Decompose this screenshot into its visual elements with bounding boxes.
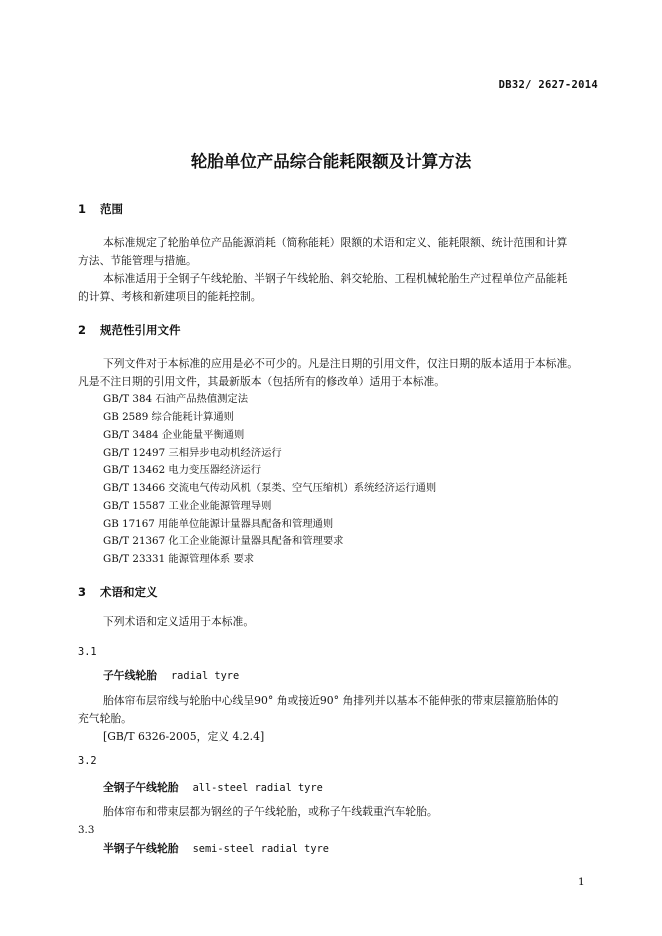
- paragraph-line: 下列术语和定义适用于本标准。: [103, 615, 255, 628]
- paragraph-line: 下列文件对于本标准的应用是必不可少的。凡是注日期的引用文件，仅注日期的版本适用于本标准。: [103, 357, 579, 370]
- reference-item: GB/T 13462 电力变压器经济运行: [103, 464, 262, 476]
- section-heading-2: [78, 322, 181, 338]
- term-chinese: 半钢子午线轮胎: [103, 842, 179, 855]
- term-english: radial tyre: [170, 670, 240, 682]
- term-chinese: 子午线轮胎: [103, 669, 157, 682]
- section-heading-3: [78, 584, 158, 600]
- definition-line: 胎体帘布和带束层都为钢丝的子午线轮胎，或称子午线载重汽车轮胎。: [103, 805, 438, 818]
- reference-item: GB/T 23331 能源管理体系 要求: [103, 553, 255, 565]
- subsection-number: 3.1: [78, 646, 97, 658]
- reference-item: GB/T 3484 企业能量平衡通则: [103, 429, 245, 441]
- paragraph-line: 本标准规定了轮胎单位产品能源消耗（简称能耗）限额的术语和定义、能耗限额、统计范围和计算: [103, 236, 568, 249]
- term-entry: [103, 841, 329, 856]
- term-entry: [103, 668, 239, 683]
- section-number: 3: [78, 585, 87, 599]
- section-number: 1: [78, 202, 87, 216]
- definition-line: 胎体帘布层帘线与轮胎中心线呈90° 角或接近90° 角排列并以基本不能伸张的带束层箍筋胎体的: [103, 694, 559, 707]
- reference-item: GB/T 12497 三相异步电动机经济运行: [103, 447, 282, 459]
- document-title: 轮胎单位产品综合能耗限额及计算方法: [190, 152, 472, 171]
- reference-item: GB/T 384 石油产品热值测定法: [103, 393, 249, 405]
- reference-item: GB/T 15587 工业企业能源管理导则: [103, 500, 272, 512]
- definition-line: 充气轮胎。: [78, 712, 132, 725]
- section-title: 规范性引用文件: [100, 323, 181, 337]
- section-number: 2: [78, 323, 87, 337]
- reference-item: GB 2589 综合能耗计算通则: [103, 411, 234, 423]
- paragraph-line: 凡是不注日期的引用文件，其最新版本（包括所有的修改单）适用于本标准。: [78, 375, 446, 388]
- term-english: semi-steel radial tyre: [192, 843, 329, 855]
- paragraph-line: 方法、节能管理与措施。: [78, 254, 197, 267]
- paragraph-line: 的计算、考核和新建项目的能耗控制。: [78, 290, 262, 303]
- section-title: 术语和定义: [100, 585, 158, 599]
- reference-item: GB/T 13466 交流电气传动风机（泵类、空气压缩机）系统经济运行通则: [103, 482, 437, 494]
- reference-item: GB/T 21367 化工企业能源计量器具配备和管理要求: [103, 535, 344, 547]
- document-code: DB32/ 2627-2014: [498, 79, 598, 91]
- definition-source: [GB/T 6326-2005，定义 4.2.4]: [103, 730, 265, 743]
- reference-item: GB 17167 用能单位能源计量器具配备和管理通则: [103, 518, 334, 530]
- subsection-number: 3.3: [78, 824, 95, 836]
- term-entry: [103, 780, 323, 795]
- term-chinese: 全钢子午线轮胎: [103, 781, 179, 794]
- term-english: all-steel radial tyre: [192, 782, 323, 794]
- subsection-number: 3.2: [78, 755, 97, 767]
- paragraph-line: 本标准适用于全钢子午线轮胎、半钢子午线轮胎、斜交轮胎、工程机械轮胎生产过程单位产品能耗: [103, 272, 568, 285]
- section-heading-1: [78, 201, 123, 217]
- page-number: 1: [578, 876, 585, 888]
- section-title: 范围: [100, 202, 123, 216]
